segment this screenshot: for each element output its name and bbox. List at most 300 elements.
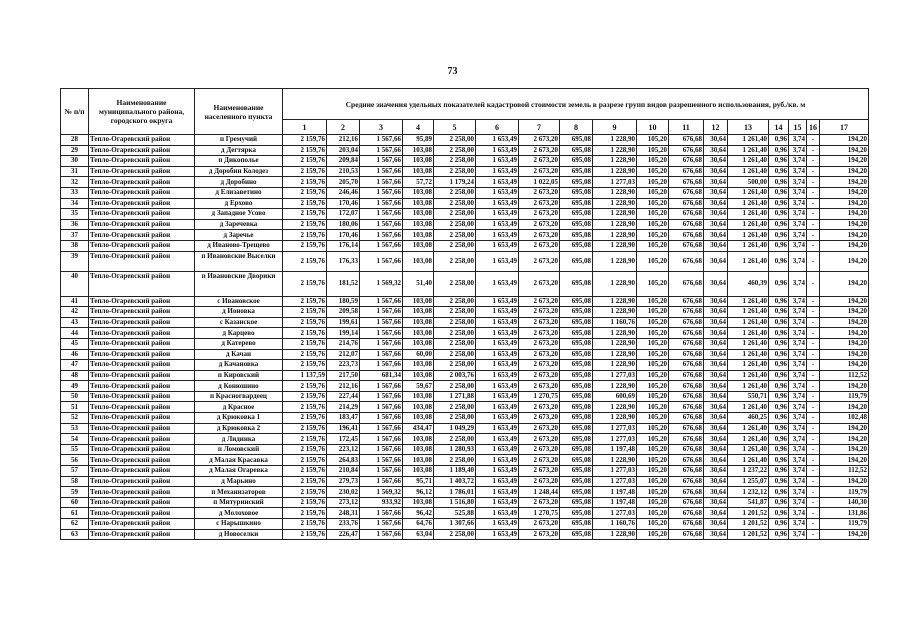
value-cell-group-1: 2 159,76	[283, 187, 327, 198]
value-cell-group-10: 105,20	[637, 240, 669, 251]
value-cell-group-14: 0,96	[769, 177, 789, 188]
table-row	[61, 391, 869, 402]
value-cell-group-11: 676,68	[669, 328, 704, 339]
value-cell-group-13: 1 201,52	[728, 508, 769, 519]
row-number: 42	[61, 307, 89, 318]
value-cell-group-11: 676,68	[669, 476, 704, 487]
value-cell-group-12: 30,64	[704, 529, 728, 540]
value-cell-group-12: 30,64	[704, 423, 728, 434]
value-cell-group-10: 105,20	[637, 230, 669, 241]
value-cell-group-2: 209,58	[327, 307, 360, 318]
value-cell-group-16: -	[807, 466, 820, 477]
value-cell-group-12: 30,64	[704, 338, 728, 349]
value-cell-group-8: 695,08	[560, 497, 593, 508]
value-cell-group-13: 500,00	[728, 177, 769, 188]
table-row	[61, 487, 869, 498]
region-name: Тепло-Огаревский район	[89, 307, 195, 318]
value-cell-group-1: 2 159,76	[283, 402, 327, 413]
row-number: 39	[61, 251, 89, 271]
value-cell-group-13: 1 261,40	[728, 135, 769, 146]
value-cell-group-12: 30,64	[704, 135, 728, 146]
value-cell-group-4: 103,08	[403, 307, 434, 318]
row-number: 60	[61, 497, 89, 508]
value-cell-group-16: -	[807, 529, 820, 540]
value-cell-group-13: 1 261,40	[728, 156, 769, 167]
value-cell-group-16: -	[807, 145, 820, 156]
value-cell-group-7: 2 673,20	[519, 413, 560, 424]
header-group-7: 7	[519, 120, 560, 135]
value-cell-group-8: 695,08	[560, 219, 593, 230]
value-cell-group-3: 1 567,66	[360, 519, 403, 530]
value-cell-group-6: 1 653,49	[476, 296, 519, 307]
value-cell-group-2: 233,76	[327, 519, 360, 530]
settlement-name: п Механизаторов	[195, 487, 283, 498]
value-cell-group-7: 2 673,20	[519, 328, 560, 339]
value-cell-group-8: 695,08	[560, 328, 593, 339]
region-name: Тепло-Огаревский район	[89, 240, 195, 251]
value-cell-group-9: 1 228,90	[593, 156, 637, 167]
value-cell-group-6: 1 653,49	[476, 166, 519, 177]
table-row	[61, 145, 869, 156]
table-row	[61, 349, 869, 360]
value-cell-group-6: 1 653,49	[476, 381, 519, 392]
row-number: 52	[61, 413, 89, 424]
value-cell-group-15: 3,74	[789, 177, 807, 188]
value-cell-group-5: 1 516,80	[434, 497, 476, 508]
region-name: Тепло-Огаревский район	[89, 497, 195, 508]
settlement-name: д Марьино	[195, 476, 283, 487]
value-cell-group-6: 1 653,49	[476, 230, 519, 241]
value-cell-group-3: 1 567,66	[360, 455, 403, 466]
value-cell-group-12: 30,64	[704, 381, 728, 392]
value-cell-group-5: 2 258,00	[434, 317, 476, 328]
value-cell-group-9: 1 228,90	[593, 145, 637, 156]
value-cell-group-2: 246,46	[327, 187, 360, 198]
value-cell-group-15: 3,74	[789, 307, 807, 318]
value-cell-group-4: 434,47	[403, 423, 434, 434]
value-cell-group-1: 2 159,76	[283, 240, 327, 251]
value-cell-group-11: 676,68	[669, 166, 704, 177]
value-cell-group-3: 1 567,66	[360, 198, 403, 209]
value-cell-group-2: 203,04	[327, 145, 360, 156]
value-cell-group-15: 3,74	[789, 529, 807, 540]
value-cell-group-14: 0,96	[769, 145, 789, 156]
value-cell-group-17: 194,20	[820, 271, 869, 296]
region-name: Тепло-Огаревский район	[89, 519, 195, 530]
value-cell-group-17: 194,20	[820, 198, 869, 209]
value-cell-group-14: 0,96	[769, 219, 789, 230]
value-cell-group-4: 103,08	[403, 402, 434, 413]
value-cell-group-11: 676,68	[669, 156, 704, 167]
value-cell-group-10: 105,20	[637, 444, 669, 455]
row-number: 33	[61, 187, 89, 198]
value-cell-group-2: 273,12	[327, 497, 360, 508]
value-cell-group-6: 1 653,49	[476, 455, 519, 466]
value-cell-group-2: 230,02	[327, 487, 360, 498]
value-cell-group-3: 1 567,66	[360, 360, 403, 371]
value-cell-group-1: 2 159,76	[283, 219, 327, 230]
value-cell-group-13: 1 261,40	[728, 444, 769, 455]
region-name: Тепло-Огаревский район	[89, 413, 195, 424]
value-cell-group-12: 30,64	[704, 317, 728, 328]
value-cell-group-15: 3,74	[789, 219, 807, 230]
value-cell-group-6: 1 653,49	[476, 328, 519, 339]
value-cell-group-11: 676,68	[669, 391, 704, 402]
value-cell-group-15: 3,74	[789, 156, 807, 167]
row-number: 45	[61, 338, 89, 349]
value-cell-group-16: -	[807, 423, 820, 434]
region-name: Тепло-Огаревский район	[89, 349, 195, 360]
value-cell-group-11: 676,68	[669, 135, 704, 146]
value-cell-group-13: 1 261,40	[728, 317, 769, 328]
value-cell-group-1: 2 159,76	[283, 177, 327, 188]
row-number: 46	[61, 349, 89, 360]
value-cell-group-7: 2 673,20	[519, 240, 560, 251]
value-cell-group-6: 1 653,49	[476, 349, 519, 360]
value-cell-group-16: -	[807, 166, 820, 177]
value-cell-group-12: 30,64	[704, 271, 728, 296]
settlement-name: п Кировский	[195, 370, 283, 381]
row-number: 53	[61, 423, 89, 434]
settlement-name: д Конюшино	[195, 381, 283, 392]
value-cell-group-16: -	[807, 271, 820, 296]
value-cell-group-2: 248,31	[327, 508, 360, 519]
value-cell-group-10: 105,20	[637, 219, 669, 230]
value-cell-group-6: 1 653,49	[476, 402, 519, 413]
value-cell-group-14: 0,96	[769, 423, 789, 434]
row-number: 62	[61, 519, 89, 530]
value-cell-group-11: 676,68	[669, 423, 704, 434]
value-cell-group-2: 205,70	[327, 177, 360, 188]
value-cell-group-10: 105,20	[637, 455, 669, 466]
value-cell-group-16: -	[807, 402, 820, 413]
table-row	[61, 240, 869, 251]
value-cell-group-10: 105,20	[637, 360, 669, 371]
value-cell-group-6: 1 653,49	[476, 317, 519, 328]
value-cell-group-13: 1 261,40	[728, 209, 769, 220]
value-cell-group-3: 1 567,66	[360, 381, 403, 392]
value-cell-group-12: 30,64	[704, 240, 728, 251]
value-cell-group-14: 0,96	[769, 307, 789, 318]
value-cell-group-8: 695,08	[560, 317, 593, 328]
value-cell-group-7: 2 673,20	[519, 434, 560, 445]
value-cell-group-14: 0,96	[769, 381, 789, 392]
region-name: Тепло-Огаревский район	[89, 296, 195, 307]
value-cell-group-13: 1 261,40	[728, 381, 769, 392]
value-cell-group-16: -	[807, 413, 820, 424]
value-cell-group-7: 1 022,05	[519, 177, 560, 188]
value-cell-group-11: 676,68	[669, 455, 704, 466]
value-cell-group-8: 695,08	[560, 209, 593, 220]
value-cell-group-6: 1 653,49	[476, 135, 519, 146]
value-cell-group-10: 105,20	[637, 466, 669, 477]
value-cell-group-10: 105,20	[637, 156, 669, 167]
value-cell-group-14: 0,96	[769, 230, 789, 241]
value-cell-group-15: 3,74	[789, 444, 807, 455]
value-cell-group-14: 0,96	[769, 487, 789, 498]
value-cell-group-5: 2 258,00	[434, 328, 476, 339]
value-cell-group-2: 172,07	[327, 209, 360, 220]
value-cell-group-15: 3,74	[789, 166, 807, 177]
value-cell-group-8: 695,08	[560, 177, 593, 188]
value-cell-group-2: 210,53	[327, 166, 360, 177]
value-cell-group-7: 2 673,20	[519, 338, 560, 349]
value-cell-group-10: 105,20	[637, 209, 669, 220]
value-cell-group-4: 103,08	[403, 497, 434, 508]
value-cell-group-1: 2 159,76	[283, 135, 327, 146]
value-cell-group-10: 105,20	[637, 381, 669, 392]
value-cell-group-16: -	[807, 434, 820, 445]
value-cell-group-17: 194,20	[820, 529, 869, 540]
row-number: 55	[61, 444, 89, 455]
value-cell-group-10: 105,20	[637, 338, 669, 349]
value-cell-group-2: 212,16	[327, 381, 360, 392]
value-cell-group-13: 1 261,40	[728, 360, 769, 371]
value-cell-group-3: 1 567,66	[360, 529, 403, 540]
value-cell-group-6: 1 653,49	[476, 198, 519, 209]
value-cell-group-4: 60,00	[403, 349, 434, 360]
table-row	[61, 271, 869, 296]
value-cell-group-8: 695,08	[560, 402, 593, 413]
value-cell-group-17: 112,52	[820, 466, 869, 477]
value-cell-group-16: -	[807, 135, 820, 146]
value-cell-group-5: 2 258,00	[434, 360, 476, 371]
value-cell-group-2: 196,41	[327, 423, 360, 434]
value-cell-group-1: 2 159,76	[283, 145, 327, 156]
value-cell-group-1: 2 159,76	[283, 307, 327, 318]
region-name: Тепло-Огаревский район	[89, 187, 195, 198]
value-cell-group-7: 2 673,20	[519, 271, 560, 296]
table-row	[61, 219, 869, 230]
value-cell-group-5: 2 258,00	[434, 455, 476, 466]
value-cell-group-14: 0,96	[769, 240, 789, 251]
value-cell-group-4: 95,89	[403, 135, 434, 146]
value-cell-group-1: 2 159,76	[283, 156, 327, 167]
value-cell-group-1: 2 159,76	[283, 349, 327, 360]
row-number: 30	[61, 156, 89, 167]
region-name: Тепло-Огаревский район	[89, 135, 195, 146]
value-cell-group-3: 1 567,66	[360, 209, 403, 220]
value-cell-group-4: 103,08	[403, 230, 434, 241]
settlement-name: д Малая Огаревка	[195, 466, 283, 477]
value-cell-group-8: 695,08	[560, 476, 593, 487]
value-cell-group-12: 30,64	[704, 349, 728, 360]
row-number: 56	[61, 455, 89, 466]
value-cell-group-12: 30,64	[704, 328, 728, 339]
value-cell-group-16: -	[807, 317, 820, 328]
value-cell-group-11: 676,68	[669, 209, 704, 220]
table-row	[61, 444, 869, 455]
value-cell-group-14: 0,96	[769, 296, 789, 307]
value-cell-group-11: 676,68	[669, 187, 704, 198]
region-name: Тепло-Огаревский район	[89, 370, 195, 381]
settlement-name: д Молоховое	[195, 508, 283, 519]
value-cell-group-3: 1 567,66	[360, 230, 403, 241]
value-cell-group-2: 279,73	[327, 476, 360, 487]
value-cell-group-12: 30,64	[704, 177, 728, 188]
table-row	[61, 519, 869, 530]
value-cell-group-2: 226,47	[327, 529, 360, 540]
row-number: 50	[61, 391, 89, 402]
value-cell-group-17: 140,30	[820, 497, 869, 508]
value-cell-group-13: 1 261,40	[728, 434, 769, 445]
value-cell-group-3: 1 567,66	[360, 466, 403, 477]
value-cell-group-2: 180,59	[327, 296, 360, 307]
value-cell-group-3: 1 567,66	[360, 338, 403, 349]
value-cell-group-14: 0,96	[769, 166, 789, 177]
settlement-name: д Дегтярка	[195, 145, 283, 156]
value-cell-group-15: 3,74	[789, 145, 807, 156]
value-cell-group-13: 1 261,40	[728, 145, 769, 156]
settlement-name: п Ивановские Дворики	[195, 271, 283, 296]
value-cell-group-12: 30,64	[704, 466, 728, 477]
region-name: Тепло-Огаревский район	[89, 381, 195, 392]
value-cell-group-13: 1 261,40	[728, 240, 769, 251]
value-cell-group-12: 30,64	[704, 444, 728, 455]
settlement-name: д Доробин Колодез	[195, 166, 283, 177]
settlement-name: д Западное Усово	[195, 209, 283, 220]
table-row	[61, 296, 869, 307]
value-cell-group-9: 1 197,48	[593, 444, 637, 455]
value-cell-group-16: -	[807, 307, 820, 318]
value-cell-group-15: 3,74	[789, 198, 807, 209]
value-cell-group-17: 194,20	[820, 240, 869, 251]
value-cell-group-1: 1 137,59	[283, 370, 327, 381]
value-cell-group-1: 2 159,76	[283, 328, 327, 339]
value-cell-group-13: 1 261,40	[728, 338, 769, 349]
value-cell-group-14: 0,96	[769, 317, 789, 328]
value-cell-group-2: 214,29	[327, 402, 360, 413]
value-cell-group-17: 194,20	[820, 328, 869, 339]
value-cell-group-14: 0,96	[769, 455, 789, 466]
value-cell-group-17: 194,20	[820, 177, 869, 188]
value-cell-group-14: 0,96	[769, 497, 789, 508]
table-row	[61, 338, 869, 349]
value-cell-group-10: 105,20	[637, 370, 669, 381]
value-cell-group-5: 525,88	[434, 508, 476, 519]
value-cell-group-11: 676,68	[669, 434, 704, 445]
value-cell-group-1: 2 159,76	[283, 209, 327, 220]
value-cell-group-13: 460,39	[728, 271, 769, 296]
value-cell-group-10: 105,20	[637, 145, 669, 156]
value-cell-group-15: 3,74	[789, 271, 807, 296]
settlement-name: п Митуринский	[195, 497, 283, 508]
value-cell-group-12: 30,64	[704, 402, 728, 413]
value-cell-group-4: 103,08	[403, 187, 434, 198]
value-cell-group-16: -	[807, 391, 820, 402]
table-row	[61, 307, 869, 318]
value-cell-group-11: 676,68	[669, 198, 704, 209]
value-cell-group-4: 103,08	[403, 166, 434, 177]
value-cell-group-5: 2 258,00	[434, 145, 476, 156]
value-cell-group-10: 105,20	[637, 508, 669, 519]
value-cell-group-10: 105,20	[637, 413, 669, 424]
value-cell-group-7: 2 673,20	[519, 497, 560, 508]
value-cell-group-16: -	[807, 328, 820, 339]
value-cell-group-15: 3,74	[789, 487, 807, 498]
value-cell-group-17: 119,79	[820, 487, 869, 498]
table-row	[61, 156, 869, 167]
value-cell-group-9: 1 228,90	[593, 240, 637, 251]
table-row	[61, 209, 869, 220]
table-row	[61, 402, 869, 413]
value-cell-group-11: 676,68	[669, 519, 704, 530]
row-number: 63	[61, 529, 89, 540]
value-cell-group-14: 0,96	[769, 413, 789, 424]
value-cell-group-10: 105,20	[637, 328, 669, 339]
settlement-name: п Красногвардеец	[195, 391, 283, 402]
value-cell-group-4: 96,12	[403, 487, 434, 498]
value-cell-group-3: 1 567,66	[360, 317, 403, 328]
value-cell-group-6: 1 653,49	[476, 177, 519, 188]
row-number: 44	[61, 328, 89, 339]
value-cell-group-7: 2 673,20	[519, 145, 560, 156]
value-cell-group-5: 2 258,00	[434, 135, 476, 146]
settlement-name: д Крюковка 2	[195, 423, 283, 434]
value-cell-group-1: 2 159,76	[283, 508, 327, 519]
value-cell-group-2: 210,84	[327, 466, 360, 477]
value-cell-group-12: 30,64	[704, 519, 728, 530]
value-cell-group-11: 676,68	[669, 177, 704, 188]
value-cell-group-7: 2 673,20	[519, 519, 560, 530]
value-cell-group-8: 695,08	[560, 145, 593, 156]
settlement-name: п Ивановские Выселки	[195, 251, 283, 271]
header-group-16: 16	[807, 120, 820, 135]
value-cell-group-15: 3,74	[789, 423, 807, 434]
value-cell-group-11: 676,68	[669, 296, 704, 307]
value-cell-group-17: 194,20	[820, 166, 869, 177]
value-cell-group-6: 1 653,49	[476, 529, 519, 540]
value-cell-group-10: 105,20	[637, 271, 669, 296]
value-cell-group-16: -	[807, 177, 820, 188]
value-cell-group-9: 1 228,90	[593, 413, 637, 424]
value-cell-group-7: 2 673,20	[519, 219, 560, 230]
value-cell-group-7: 2 673,20	[519, 307, 560, 318]
region-name: Тепло-Огаревский район	[89, 219, 195, 230]
value-cell-group-17: 194,20	[820, 219, 869, 230]
value-cell-group-7: 2 673,20	[519, 166, 560, 177]
value-cell-group-8: 695,08	[560, 466, 593, 477]
value-cell-group-8: 695,08	[560, 349, 593, 360]
row-number: 48	[61, 370, 89, 381]
row-number: 51	[61, 402, 89, 413]
value-cell-group-10: 105,20	[637, 307, 669, 318]
page-number: 73	[447, 66, 458, 77]
value-cell-group-17: 194,20	[820, 349, 869, 360]
value-cell-group-4: 103,08	[403, 370, 434, 381]
value-cell-group-7: 1 270,75	[519, 508, 560, 519]
value-cell-group-10: 105,20	[637, 349, 669, 360]
value-cell-group-12: 30,64	[704, 187, 728, 198]
value-cell-group-5: 2 258,00	[434, 166, 476, 177]
value-cell-group-8: 695,08	[560, 187, 593, 198]
settlement-name: с Ивановское	[195, 296, 283, 307]
value-cell-group-4: 103,08	[403, 328, 434, 339]
value-cell-group-12: 30,64	[704, 209, 728, 220]
value-cell-group-13: 1 261,40	[728, 370, 769, 381]
header-row-1	[61, 89, 869, 120]
value-cell-group-6: 1 653,49	[476, 487, 519, 498]
value-cell-group-4: 103,08	[403, 296, 434, 307]
value-cell-group-1: 2 159,76	[283, 360, 327, 371]
value-cell-group-14: 0,96	[769, 519, 789, 530]
settlement-name: д Качановка	[195, 360, 283, 371]
header-group-15: 15	[789, 120, 807, 135]
value-cell-group-17: 194,20	[820, 444, 869, 455]
settlement-name: д Качан	[195, 349, 283, 360]
value-cell-group-2: 217,50	[327, 370, 360, 381]
value-cell-group-1: 2 159,76	[283, 466, 327, 477]
